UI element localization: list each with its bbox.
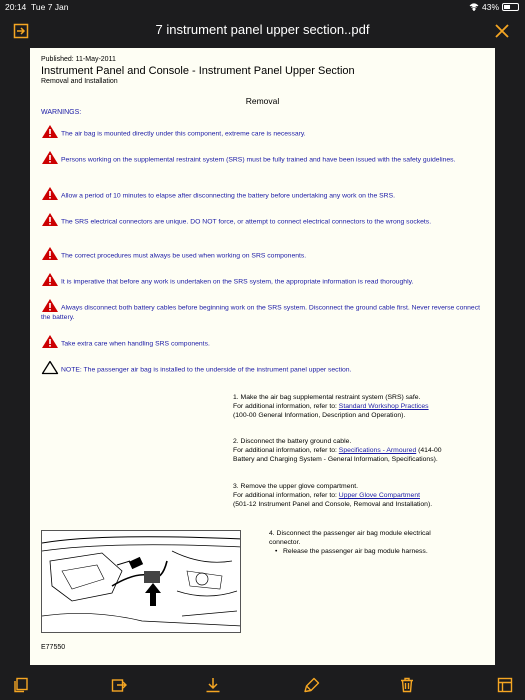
step-2: 2. Disconnect the battery ground cable. For additional information, refer to: Specifications - Armoured (414-00 Battery and Charging System - General Information, Specifications). xyxy=(233,438,442,463)
doc-subtitle: Removal and Installation xyxy=(41,78,118,85)
warning-triangle-icon xyxy=(41,272,59,287)
step-4: 4. Disconnect the passenger air bag module electrical connector. • Release the passenger air bag module harness. xyxy=(269,529,479,556)
warning-item: Persons working on the supplemental restraint system (SRS) must be fully trained and have been issued with the safety guidelines. xyxy=(41,150,486,165)
status-right xyxy=(469,2,519,12)
step-1: 1. Make the air bag supplemental restraint system (SRS) safe. For additional information, refer to: Standard Workshop Practices (100-00 General Information, Description and Operation). xyxy=(233,394,429,419)
warning-item: The air bag is mounted directly under this component, extreme care is necessary. xyxy=(41,124,486,139)
warning-item: The SRS electrical connectors are unique. DO NOT force, or attempt to connect electrical connectors to the wrong sockets. xyxy=(41,212,486,227)
figure-label: E77550 xyxy=(41,644,66,651)
battery-icon xyxy=(502,3,519,11)
warning-triangle-icon xyxy=(41,124,59,139)
published-date: Published: 11-May-2011 xyxy=(41,56,116,63)
warning-item: It is imperative that before any work is undertaken on the SRS system, the appropriate information is read thoroughly. xyxy=(41,272,486,287)
specifications-armoured-link[interactable]: Specifications - Armoured xyxy=(338,447,417,454)
close-icon[interactable] xyxy=(491,20,513,42)
wifi-icon xyxy=(469,3,479,11)
warning-triangle-icon xyxy=(41,298,59,313)
airbag-connector-diagram xyxy=(42,531,241,633)
bottom-toolbar xyxy=(0,670,525,700)
status-time-date: 20:14 Tue 7 Jan xyxy=(5,2,69,12)
pages-icon[interactable] xyxy=(496,676,514,694)
copy-icon[interactable] xyxy=(12,676,30,694)
step-3: 3. Remove the upper glove compartment. For additional information, refer to: Upper Glove Compartment (501-12 Instrument Panel and Console, Removal and Installation). xyxy=(233,483,433,508)
note-triangle-icon xyxy=(41,360,59,375)
warning-triangle-icon xyxy=(41,186,59,201)
trash-icon[interactable] xyxy=(398,676,416,694)
warning-triangle-icon xyxy=(41,212,59,227)
document-title: 7 instrument panel upper section..pdf xyxy=(155,22,370,37)
pdf-page[interactable] xyxy=(30,48,495,665)
warnings-label: WARNINGS: xyxy=(41,109,82,116)
export-icon[interactable] xyxy=(110,676,128,694)
upper-glove-compartment-link[interactable]: Upper Glove Compartment xyxy=(338,492,420,499)
warning-item: Allow a period of 10 minutes to elapse after disconnecting the battery before undertaking any work on the SRS. xyxy=(41,186,486,201)
warning-triangle-icon xyxy=(41,246,59,261)
warning-triangle-icon xyxy=(41,150,59,165)
nav-bar xyxy=(0,14,525,48)
download-icon[interactable] xyxy=(204,676,222,694)
status-bar xyxy=(0,0,525,14)
warning-item: Always disconnect both battery cables before beginning work on the SRS system. Disconnect the ground cable first. Never reverse connect the battery. xyxy=(41,298,486,323)
doc-title: Instrument Panel and Console - Instrument Panel Upper Section xyxy=(41,65,355,77)
note-item: NOTE: The passenger air bag is installed to the underside of the instrument panel upper section. xyxy=(41,360,486,375)
warning-item: The correct procedures must always be used when working on SRS components. xyxy=(41,246,486,261)
step-4-bullet: • Release the passenger air bag module harness. xyxy=(269,547,479,556)
standard-workshop-practices-link[interactable]: Standard Workshop Practices xyxy=(338,403,429,410)
warning-item: Take extra care when handling SRS components. xyxy=(41,334,486,349)
section-heading: Removal xyxy=(245,96,280,106)
warning-triangle-icon xyxy=(41,334,59,349)
battery-percent: 43% xyxy=(481,2,499,12)
highlight-icon[interactable] xyxy=(303,676,321,694)
diagram-figure xyxy=(41,530,241,633)
